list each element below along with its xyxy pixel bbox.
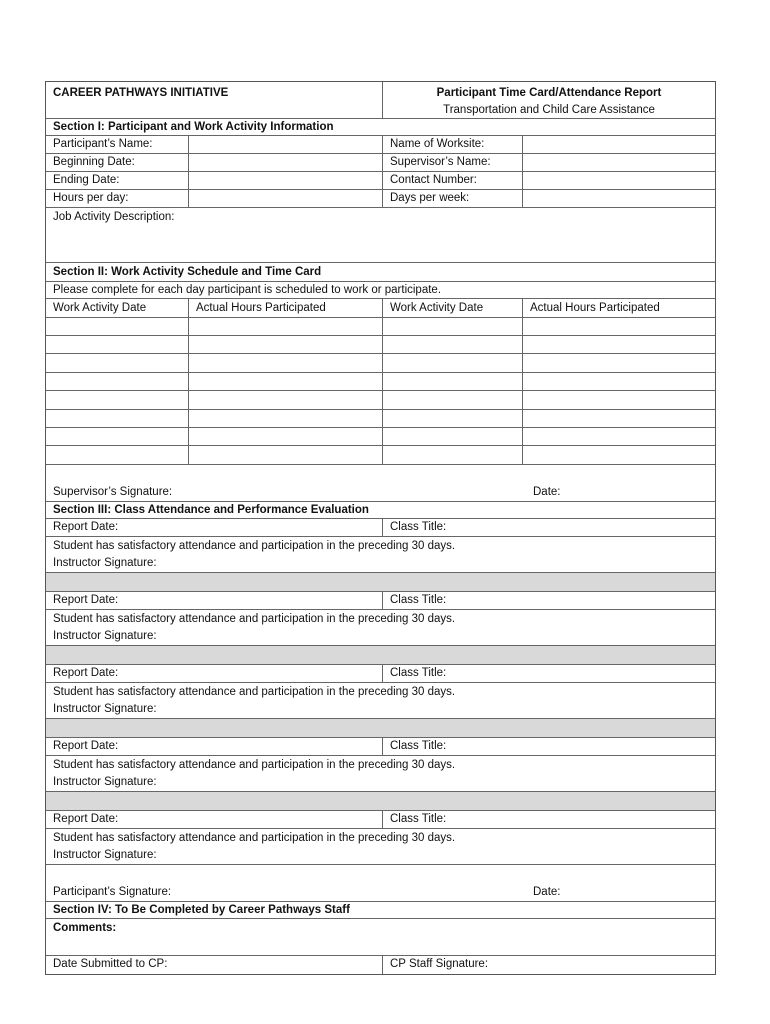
date-cell[interactable] [46,373,188,390]
evaluation-block [46,756,715,792]
instructor-signature-label: Instructor Signature: [53,630,157,642]
hours-cell[interactable] [188,336,382,353]
evaluation-block [46,829,715,865]
form-subtitle: Transportation and Child Care Assistance [443,104,655,116]
ending-date-label: Ending Date: [53,174,120,186]
time-card-form [45,81,716,975]
gray-separator [46,573,715,592]
date-cell[interactable] [46,410,188,427]
date-submitted-field[interactable]: Date Submitted to CP: [53,958,168,970]
class-title-field[interactable]: Class Title: [382,519,715,536]
class-report-row [46,519,715,537]
evaluation-block [46,537,715,573]
schedule-row [46,446,715,465]
evaluation-block [46,610,715,646]
days-per-week-field[interactable] [522,190,715,207]
hours-cell[interactable] [522,391,715,409]
submission-row [46,956,715,974]
hours-cell[interactable] [522,446,715,464]
hours-cell[interactable] [522,373,715,390]
hours-cell[interactable] [522,336,715,353]
class-title-field[interactable]: Class Title: [382,665,715,682]
class-report-row [46,738,715,756]
date-cell[interactable] [46,428,188,445]
instructor-signature-label: Instructor Signature: [53,776,157,788]
report-date-field[interactable]: Report Date: [53,813,119,825]
section2-title: Section II: Work Activity Schedule and Time Card [53,266,322,278]
attendance-statement: Student has satisfactory attendance and participation in the preceding 30 days. [53,686,456,698]
hours-cell[interactable] [522,410,715,427]
supervisor-name-field[interactable] [522,154,715,171]
hours-cell[interactable] [188,428,382,445]
beginning-date-label: Beginning Date: [53,156,135,168]
worksite-label: Name of Worksite: [382,136,522,153]
date-cell[interactable] [46,354,188,372]
date-cell[interactable] [382,428,522,445]
org-name: CAREER PATHWAYS INITIATIVE [53,87,229,99]
job-activity-label: Job Activity Description: [53,211,175,223]
class-report-row [46,592,715,610]
participant-date-label: Date: [533,886,561,898]
contact-number-label: Contact Number: [382,172,522,189]
hours-cell[interactable] [188,391,382,409]
col-actual-hours-1: Actual Hours Participated [188,299,382,317]
section2-instruction-row [46,282,715,299]
attendance-statement: Student has satisfactory attendance and participation in the preceding 30 days. [53,613,456,625]
attendance-statement: Student has satisfactory attendance and participation in the preceding 30 days. [53,832,456,844]
schedule-row [46,373,715,391]
hours-cell[interactable] [188,354,382,372]
date-cell[interactable] [46,446,188,464]
supervisor-date-label: Date: [533,486,561,498]
attendance-statement: Student has satisfactory attendance and participation in the preceding 30 days. [53,759,456,771]
schedule-row [46,354,715,373]
hours-per-day-field[interactable] [188,190,382,207]
instructor-signature-label: Instructor Signature: [53,703,157,715]
supervisor-name-label: Supervisor’s Name: [382,154,522,171]
schedule-row [46,336,715,354]
staff-signature-field[interactable]: CP Staff Signature: [382,956,715,974]
class-report-row [46,665,715,683]
supervisor-signature-label: Supervisor’s Signature: [53,486,173,498]
class-title-field[interactable]: Class Title: [382,738,715,755]
col-work-activity-date-2: Work Activity Date [382,299,522,317]
hours-cell[interactable] [188,410,382,427]
schedule-row [46,410,715,428]
gray-separator [46,646,715,665]
hours-per-day-label: Hours per day: [53,192,129,204]
date-cell[interactable] [46,391,188,409]
form-title-block [382,82,715,118]
worksite-field[interactable] [522,136,715,153]
participant-name-label: Participant’s Name: [53,138,153,150]
evaluation-block [46,683,715,719]
section4-title: Section IV: To Be Completed by Career Pathways Staff [53,904,350,916]
hours-cell[interactable] [522,318,715,335]
days-per-week-label: Days per week: [382,190,522,207]
instructor-signature-label: Instructor Signature: [53,849,157,861]
supervisor-signature-row[interactable] [46,465,715,502]
date-cell[interactable] [382,410,522,427]
section1-heading [46,119,715,136]
schedule-row [46,428,715,446]
report-date-field[interactable]: Report Date: [53,667,119,679]
gray-separator [46,792,715,811]
job-activity-field[interactable] [46,208,715,263]
date-cell[interactable] [382,318,522,335]
section1-row-4 [46,190,715,208]
col-work-activity-date-1: Work Activity Date [53,302,147,314]
hours-cell[interactable] [188,373,382,390]
hours-cell[interactable] [188,446,382,464]
comments-label: Comments: [53,922,117,934]
report-date-field[interactable]: Report Date: [53,594,119,606]
form-title: Participant Time Card/Attendance Report [436,87,662,99]
section3-title: Section III: Class Attendance and Performance Evaluation [53,504,369,516]
report-date-field[interactable]: Report Date: [53,521,119,533]
date-cell[interactable] [46,336,188,353]
report-date-field[interactable]: Report Date: [53,740,119,752]
section1-row-1 [46,136,715,154]
hours-cell[interactable] [188,318,382,335]
section4-heading [46,902,715,919]
hours-cell[interactable] [522,428,715,445]
comments-field[interactable] [46,919,715,956]
section2-heading [46,263,715,282]
section2-instruction: Please complete for each day participant is scheduled to work or participate. [53,284,442,296]
hours-cell[interactable] [522,354,715,372]
participant-signature-row[interactable] [46,865,715,902]
col-actual-hours-2: Actual Hours Participated [522,299,715,317]
class-report-row [46,811,715,829]
class-title-field[interactable]: Class Title: [382,811,715,828]
participant-name-field[interactable] [188,136,382,153]
section1-title: Section I: Participant and Work Activity Information [53,121,334,133]
contact-number-field[interactable] [522,172,715,189]
gray-separator [46,719,715,738]
schedule-header-row [46,299,715,318]
section1-row-2 [46,154,715,172]
date-cell[interactable] [382,373,522,390]
schedule-row [46,318,715,336]
date-cell[interactable] [382,354,522,372]
section1-row-3 [46,172,715,190]
schedule-row [46,391,715,410]
date-cell[interactable] [46,318,188,335]
attendance-statement: Student has satisfactory attendance and participation in the preceding 30 days. [53,540,456,552]
date-cell[interactable] [382,391,522,409]
date-cell[interactable] [382,336,522,353]
form-header [46,82,715,119]
date-cell[interactable] [382,446,522,464]
section3-heading [46,502,715,519]
participant-signature-label: Participant’s Signature: [53,886,172,898]
instructor-signature-label: Instructor Signature: [53,557,157,569]
beginning-date-field[interactable] [188,154,382,171]
class-title-field[interactable]: Class Title: [382,592,715,609]
ending-date-field[interactable] [188,172,382,189]
